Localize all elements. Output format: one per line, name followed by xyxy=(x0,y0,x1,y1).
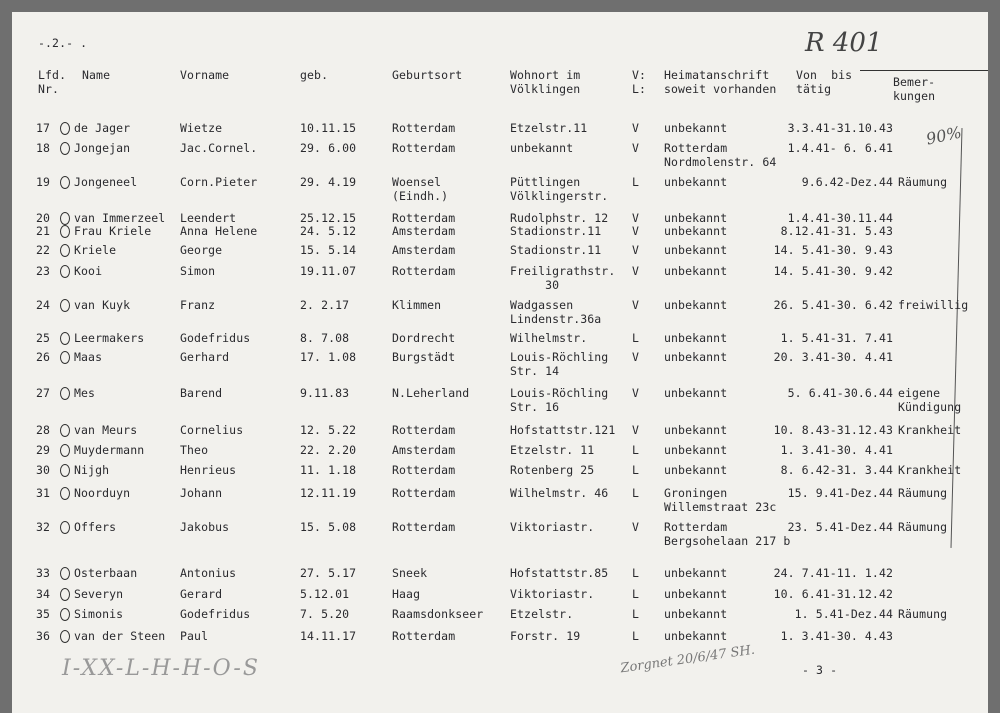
cell-bem: Räumung xyxy=(898,175,948,189)
cell-name: van Immerzeel xyxy=(74,211,166,225)
cell-vl: L xyxy=(632,175,640,189)
cell-heimat: unbekannt xyxy=(664,121,728,135)
pencil-circle-mark xyxy=(60,608,70,621)
header-rule xyxy=(860,70,988,71)
cell-vorname: Wietze xyxy=(180,121,223,135)
pencil-circle-mark xyxy=(60,299,70,312)
cell-wohnort: Püttlingen Völklingerstr. xyxy=(510,175,609,203)
pencil-circle-mark xyxy=(60,487,70,500)
cell-zeit: 14. 5.41-30. 9.42 xyxy=(773,264,893,278)
row-number: 25 xyxy=(36,331,51,345)
handwriting-bottom-left: I-XX-L-H-H-O-S xyxy=(62,656,260,681)
pencil-circle-mark xyxy=(60,351,70,364)
cell-zeit: 24. 7.41-11. 1.42 xyxy=(773,566,893,580)
cell-vl: V xyxy=(632,243,640,257)
header-von-bis: Von bis tätig xyxy=(796,68,853,96)
cell-heimat: unbekannt xyxy=(664,629,728,643)
cell-wohnort: Louis-Röchling Str. 14 xyxy=(510,350,609,378)
cell-vorname: Barend xyxy=(180,386,223,400)
cell-ort: Rotterdam xyxy=(392,141,456,155)
cell-wohnort: Etzelstr. xyxy=(510,607,574,621)
cell-wohnort: Stadionstr.11 xyxy=(510,243,602,257)
cell-zeit: 15. 9.41-Dez.44 xyxy=(787,486,893,500)
pencil-circle-mark xyxy=(60,142,70,155)
row-number: 23 xyxy=(36,264,51,278)
cell-heimat: unbekannt xyxy=(664,463,728,477)
cell-heimat: unbekannt xyxy=(664,175,728,189)
archive-stamp: R 401 xyxy=(805,28,883,58)
cell-heimat: Rotterdam Nordmolenstr. 64 xyxy=(664,141,777,169)
cell-bem: Krankheit xyxy=(898,423,962,437)
cell-ort: Rotterdam xyxy=(392,211,456,225)
cell-vl: V xyxy=(632,264,640,278)
header-bemerkungen: Bemer- kungen xyxy=(893,75,936,103)
pencil-circle-mark xyxy=(60,265,70,278)
row-number: 24 xyxy=(36,298,51,312)
cell-ort: Rotterdam xyxy=(392,423,456,437)
cell-wohnort: Wadgassen Lindenstr.36a xyxy=(510,298,602,326)
cell-heimat: unbekannt xyxy=(664,607,728,621)
cell-vorname: Anna Helene xyxy=(180,224,258,238)
cell-geb: 15. 5.14 xyxy=(300,243,357,257)
cell-vl: V xyxy=(632,211,640,225)
cell-zeit: 1. 3.41-30. 4.43 xyxy=(780,629,893,643)
cell-zeit: 9.6.42-Dez.44 xyxy=(801,175,893,189)
cell-ort: Rotterdam xyxy=(392,121,456,135)
cell-name: Kooi xyxy=(74,264,103,278)
cell-name: Simonis xyxy=(74,607,124,621)
cell-heimat: unbekannt xyxy=(664,224,728,238)
cell-vorname: Cornelius xyxy=(180,423,244,437)
cell-zeit: 20. 3.41-30. 4.41 xyxy=(773,350,893,364)
cell-ort: Rotterdam xyxy=(392,629,456,643)
cell-vl: L xyxy=(632,443,640,457)
cell-zeit: 10. 6.41-31.12.42 xyxy=(773,587,893,601)
row-number: 34 xyxy=(36,587,51,601)
cell-zeit: 1. 5.41-31. 7.41 xyxy=(780,331,893,345)
cell-ort: Dordrecht xyxy=(392,331,456,345)
cell-geb: 5.12.01 xyxy=(300,587,350,601)
header-name: Name xyxy=(82,68,111,82)
cell-heimat: unbekannt xyxy=(664,243,728,257)
cell-wohnort: Viktoriastr. xyxy=(510,587,595,601)
cell-name: de Jager xyxy=(74,121,131,135)
cell-zeit: 14. 5.41-30. 9.43 xyxy=(773,243,893,257)
row-number: 32 xyxy=(36,520,51,534)
cell-ort: Amsterdam xyxy=(392,443,456,457)
cell-name: Offers xyxy=(74,520,117,534)
pencil-circle-mark xyxy=(60,225,70,238)
cell-vorname: Leendert xyxy=(180,211,237,225)
cell-ort: Rotterdam xyxy=(392,486,456,500)
cell-vorname: Godefridus xyxy=(180,331,251,345)
cell-bem: Räumung xyxy=(898,486,948,500)
cell-heimat: Groningen Willemstraat 23c xyxy=(664,486,777,514)
cell-geb: 24. 5.12 xyxy=(300,224,357,238)
cell-ort: Rotterdam xyxy=(392,264,456,278)
cell-name: Noorduyn xyxy=(74,486,131,500)
cell-heimat: unbekannt xyxy=(664,331,728,345)
cell-name: Jongeneel xyxy=(74,175,138,189)
cell-heimat: unbekannt xyxy=(664,423,728,437)
cell-name: Severyn xyxy=(74,587,124,601)
cell-ort: Amsterdam xyxy=(392,224,456,238)
cell-ort: N.Leherland xyxy=(392,386,470,400)
header-wohnort: Wohnort im Völklingen xyxy=(510,68,581,96)
cell-vl: L xyxy=(632,587,640,601)
cell-geb: 25.12.15 xyxy=(300,211,357,225)
row-number: 35 xyxy=(36,607,51,621)
cell-vorname: Simon xyxy=(180,264,216,278)
cell-ort: Sneek xyxy=(392,566,428,580)
header-vorname: Vorname xyxy=(180,68,230,82)
cell-zeit: 1. 5.41-Dez.44 xyxy=(794,607,893,621)
cell-geb: 11. 1.18 xyxy=(300,463,357,477)
cell-name: van der Steen xyxy=(74,629,166,643)
cell-vl: V xyxy=(632,224,640,238)
pencil-circle-mark xyxy=(60,424,70,437)
cell-geb: 7. 5.20 xyxy=(300,607,350,621)
cell-vl: V xyxy=(632,121,640,135)
cell-geb: 29. 6.00 xyxy=(300,141,357,155)
cell-name: Kriele xyxy=(74,243,117,257)
cell-vorname: Jakobus xyxy=(180,520,230,534)
cell-vorname: Corn.Pieter xyxy=(180,175,258,189)
row-number: 22 xyxy=(36,243,51,257)
cell-heimat: unbekannt xyxy=(664,587,728,601)
cell-ort: Raamsdonkseer xyxy=(392,607,484,621)
cell-wohnort: Wilhelmstr. xyxy=(510,331,588,345)
cell-vorname: Franz xyxy=(180,298,216,312)
cell-wohnort: unbekannt xyxy=(510,141,574,155)
header-heimat: Heimatanschrift soweit vorhanden xyxy=(664,68,777,96)
cell-name: van Kuyk xyxy=(74,298,131,312)
cell-geb: 8. 7.08 xyxy=(300,331,350,345)
cell-ort: Amsterdam xyxy=(392,243,456,257)
row-number: 17 xyxy=(36,121,51,135)
pencil-circle-mark xyxy=(60,521,70,534)
pencil-circle-mark xyxy=(60,176,70,189)
cell-vorname: Antonius xyxy=(180,566,237,580)
header-geburtsort: Geburtsort xyxy=(392,68,463,82)
cell-vorname: Godefridus xyxy=(180,607,251,621)
cell-zeit: 5. 6.41-30.6.44 xyxy=(787,386,893,400)
cell-geb: 22. 2.20 xyxy=(300,443,357,457)
row-number: 33 xyxy=(36,566,51,580)
cell-vl: L xyxy=(632,463,640,477)
row-number: 26 xyxy=(36,350,51,364)
cell-heimat: unbekannt xyxy=(664,566,728,580)
cell-vl: L xyxy=(632,331,640,345)
pencil-circle-mark xyxy=(60,567,70,580)
cell-bem: Räumung xyxy=(898,520,948,534)
cell-name: Maas xyxy=(74,350,103,364)
cell-vl: V xyxy=(632,298,640,312)
cell-heimat: unbekannt xyxy=(664,211,728,225)
cell-vl: V xyxy=(632,386,640,400)
cell-bem: eigene Kündigung xyxy=(898,386,962,414)
row-number: 31 xyxy=(36,486,51,500)
cell-heimat: unbekannt xyxy=(664,350,728,364)
cell-name: Muydermann xyxy=(74,443,145,457)
cell-heimat: unbekannt xyxy=(664,386,728,400)
cell-vl: L xyxy=(632,607,640,621)
cell-name: Jongejan xyxy=(74,141,131,155)
cell-name: Frau Kriele xyxy=(74,224,152,238)
header-lfd: Lfd. Nr. xyxy=(38,68,67,96)
cell-vorname: Paul xyxy=(180,629,209,643)
header-geb: geb. xyxy=(300,68,329,82)
cell-wohnort: Rotenberg 25 xyxy=(510,463,595,477)
handwriting-signature: Zorgnet 20/6/47 SH. xyxy=(619,642,756,677)
header-vl: V: L: xyxy=(632,68,647,96)
cell-heimat: unbekannt xyxy=(664,298,728,312)
cell-geb: 9.11.83 xyxy=(300,386,350,400)
cell-vorname: Theo xyxy=(180,443,209,457)
cell-wohnort: Etzelstr. 11 xyxy=(510,443,595,457)
cell-name: Leermakers xyxy=(74,331,145,345)
cell-wohnort: Freiligrathstr. 30 xyxy=(510,264,616,292)
row-number: 29 xyxy=(36,443,51,457)
cell-geb: 10.11.15 xyxy=(300,121,357,135)
cell-vorname: Jac.Cornel. xyxy=(180,141,258,155)
cell-bem: Räumung xyxy=(898,607,948,621)
row-number: 21 xyxy=(36,224,51,238)
pencil-circle-mark xyxy=(60,630,70,643)
cell-heimat: unbekannt xyxy=(664,264,728,278)
cell-vl: V xyxy=(632,350,640,364)
cell-wohnort: Etzelstr.11 xyxy=(510,121,588,135)
cell-wohnort: Viktoriastr. xyxy=(510,520,595,534)
cell-ort: Klimmen xyxy=(392,298,442,312)
pencil-circle-mark xyxy=(60,244,70,257)
page-marker: -.2.- . xyxy=(38,36,88,50)
cell-zeit: 23. 5.41-Dez.44 xyxy=(787,520,893,534)
pencil-circle-mark xyxy=(60,588,70,601)
cell-geb: 14.11.17 xyxy=(300,629,357,643)
row-number: 36 xyxy=(36,629,51,643)
cell-geb: 19.11.07 xyxy=(300,264,357,278)
cell-name: Nijgh xyxy=(74,463,110,477)
cell-wohnort: Rudolphstr. 12 xyxy=(510,211,609,225)
row-number: 18 xyxy=(36,141,51,155)
cell-wohnort: Stadionstr.11 xyxy=(510,224,602,238)
cell-name: van Meurs xyxy=(74,423,138,437)
cell-geb: 12. 5.22 xyxy=(300,423,357,437)
cell-geb: 12.11.19 xyxy=(300,486,357,500)
cell-wohnort: Forstr. 19 xyxy=(510,629,581,643)
margin-note: 90% xyxy=(924,122,964,149)
cell-geb: 27. 5.17 xyxy=(300,566,357,580)
pencil-circle-mark xyxy=(60,444,70,457)
cell-ort: Burgstädt xyxy=(392,350,456,364)
pencil-circle-mark xyxy=(60,212,70,225)
cell-ort: Rotterdam xyxy=(392,463,456,477)
cell-zeit: 1.4.41- 6. 6.41 xyxy=(787,141,893,155)
row-number: 20 xyxy=(36,211,51,225)
cell-name: Osterbaan xyxy=(74,566,138,580)
cell-zeit: 8. 6.42-31. 3.44 xyxy=(780,463,893,477)
cell-wohnort: Wilhelmstr. 46 xyxy=(510,486,609,500)
cell-heimat: Rotterdam Bergsohelaan 217 b xyxy=(664,520,791,548)
cell-vorname: Gerhard xyxy=(180,350,230,364)
cell-vl: V xyxy=(632,423,640,437)
pencil-circle-mark xyxy=(60,122,70,135)
cell-wohnort: Louis-Röchling Str. 16 xyxy=(510,386,609,414)
cell-bem: Krankheit xyxy=(898,463,962,477)
cell-ort: Rotterdam xyxy=(392,520,456,534)
cell-ort: Woensel (Eindh.) xyxy=(392,175,449,203)
cell-geb: 2. 2.17 xyxy=(300,298,350,312)
cell-name: Mes xyxy=(74,386,96,400)
cell-zeit: 26. 5.41-30. 6.42 xyxy=(773,298,893,312)
cell-heimat: unbekannt xyxy=(664,443,728,457)
cell-zeit: 8.12.41-31. 5.43 xyxy=(780,224,893,238)
row-number: 19 xyxy=(36,175,51,189)
cell-zeit: 10. 8.43-31.12.43 xyxy=(773,423,893,437)
cell-vorname: Johann xyxy=(180,486,223,500)
cell-vl: L xyxy=(632,486,640,500)
row-number: 28 xyxy=(36,423,51,437)
cell-vorname: Gerard xyxy=(180,587,223,601)
cell-bem: freiwillig xyxy=(898,298,969,312)
cell-zeit: 3.3.41-31.10.43 xyxy=(787,121,893,135)
cell-zeit: 1.4.41-30.11.44 xyxy=(787,211,893,225)
cell-wohnort: Hofstattstr.121 xyxy=(510,423,616,437)
cell-zeit: 1. 3.41-30. 4.41 xyxy=(780,443,893,457)
row-number: 27 xyxy=(36,386,51,400)
pencil-circle-mark xyxy=(60,464,70,477)
cell-vorname: Henrieus xyxy=(180,463,237,477)
cell-geb: 17. 1.08 xyxy=(300,350,357,364)
pencil-circle-mark xyxy=(60,387,70,400)
row-number: 30 xyxy=(36,463,51,477)
cell-vorname: George xyxy=(180,243,223,257)
cell-geb: 15. 5.08 xyxy=(300,520,357,534)
pencil-circle-mark xyxy=(60,332,70,345)
cell-vl: V xyxy=(632,520,640,534)
cell-vl: L xyxy=(632,629,640,643)
cell-wohnort: Hofstattstr.85 xyxy=(510,566,609,580)
cell-vl: L xyxy=(632,566,640,580)
page-number: - 3 - xyxy=(802,663,838,677)
cell-vl: V xyxy=(632,141,640,155)
cell-ort: Haag xyxy=(392,587,421,601)
cell-geb: 29. 4.19 xyxy=(300,175,357,189)
